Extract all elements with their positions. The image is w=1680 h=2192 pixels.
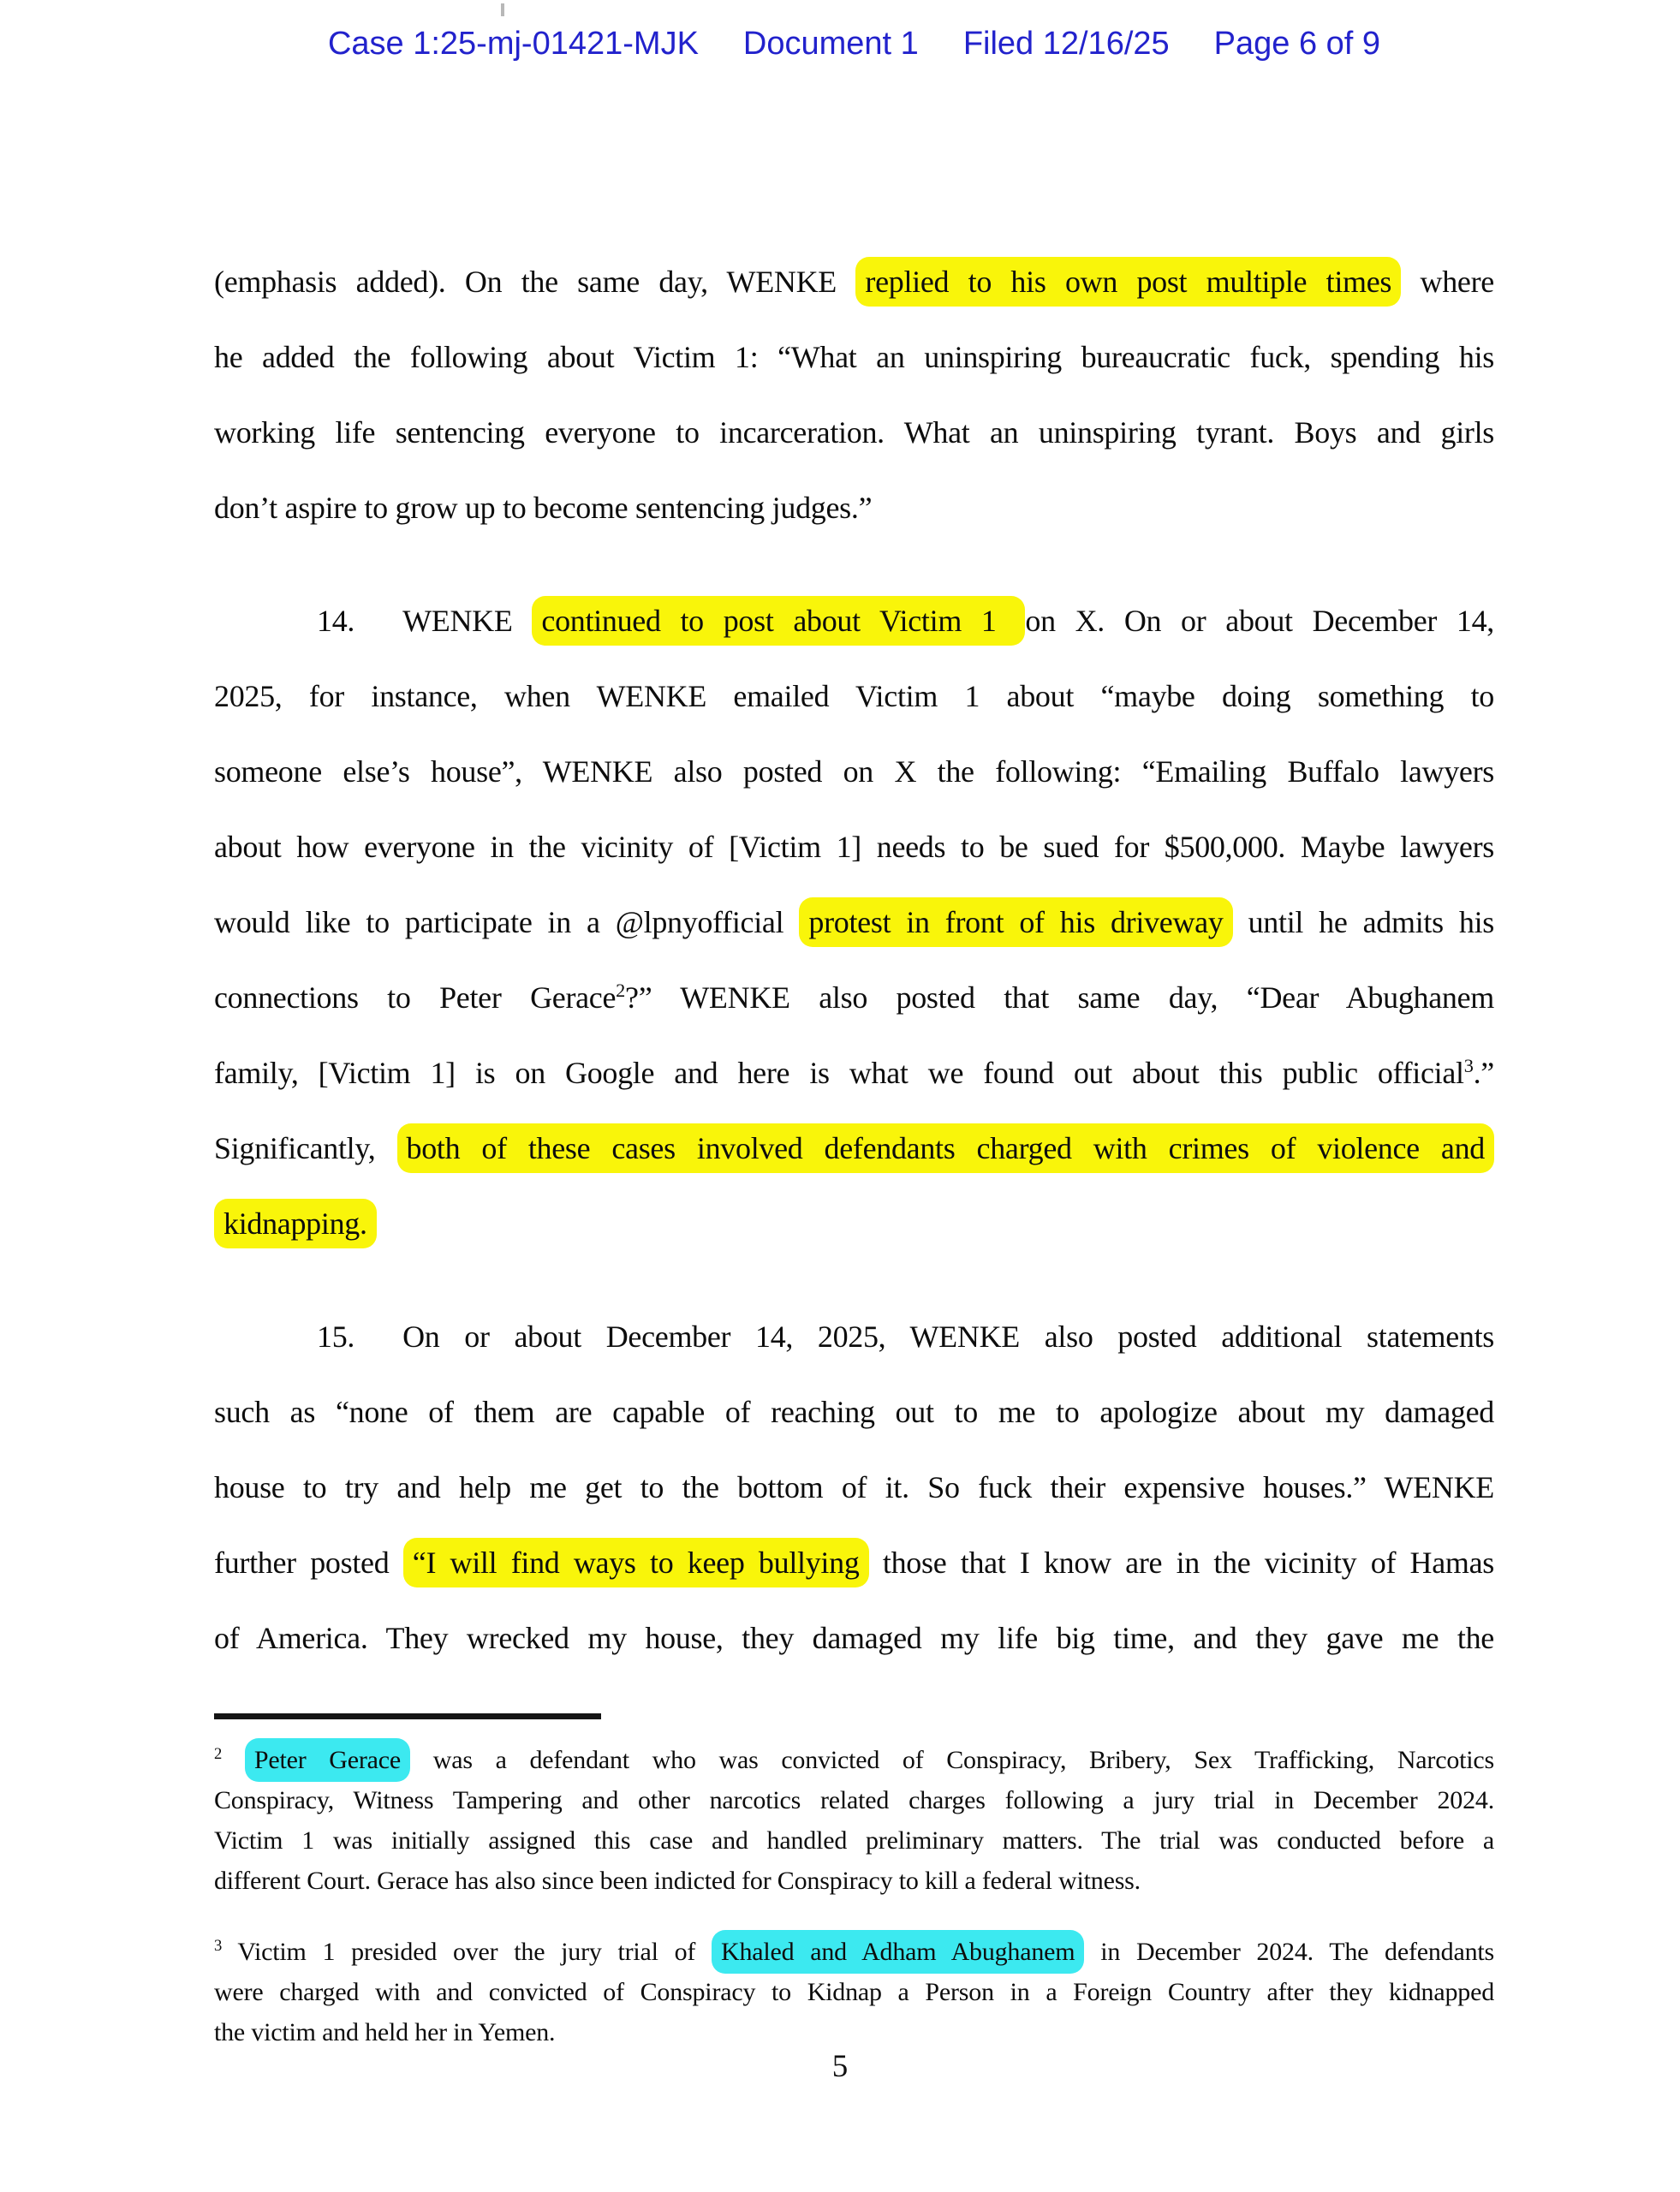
text-run: .” <box>1473 1056 1494 1090</box>
text-run: 2025, for instance, when WENKE emailed Victim 1 about “maybe doing something to <box>214 679 1494 713</box>
text-run: where <box>1401 265 1494 299</box>
highlight-yellow: “I will find ways to keep bullying <box>403 1538 869 1587</box>
text-run: in December 2024. The defendants <box>1084 1938 1494 1966</box>
text-line <box>214 1035 1494 1111</box>
scan-artifact-mark <box>501 3 504 16</box>
text-line <box>214 1525 1494 1600</box>
text-line <box>214 244 1494 319</box>
text-line <box>214 960 1494 1035</box>
text-line <box>214 658 1494 734</box>
text-run: ?” WENKE also posted that same day, “Dear Abughanem <box>625 980 1494 1015</box>
text-line <box>214 1111 1494 1186</box>
text-run: someone else’s house”, WENKE also posted on X the following: “Emailing Buffalo lawyers <box>214 754 1494 789</box>
text-run: Victim 1 presided over the jury trial of <box>222 1938 712 1966</box>
text-run: working life sentencing everyone to incarceration. What an uninspiring tyrant. Boys and girls <box>214 415 1494 450</box>
text-line <box>214 583 1494 658</box>
text-run: were charged with and convicted of Conspiracy to Kidnap a Person in a Foreign Country after they kidnapped <box>214 1978 1494 2006</box>
footnote-marker: 3 <box>1463 1055 1474 1076</box>
para-15 <box>214 1299 1494 1676</box>
text-run: don’t aspire to grow up to become sentencing judges.” <box>214 491 873 525</box>
para-14 <box>214 583 1494 1261</box>
text-line <box>214 1780 1494 1820</box>
header-segment: Page 6 of 9 <box>1213 26 1381 62</box>
page-number: 5 <box>831 2049 849 2084</box>
text-run: house to try and help me get to the bottom of it. So fuck their expensive houses.” WENKE <box>214 1470 1494 1504</box>
footnote-3 <box>214 1932 1494 2052</box>
text-line <box>214 1450 1494 1525</box>
text-run: family, [Victim 1] is on Google and here is what we found out about this public official <box>214 1056 1464 1090</box>
text-line <box>214 1740 1494 1780</box>
footnote-2 <box>214 1740 1494 1901</box>
text-run: On or about December 14, 2025, WENKE also posted additional statements <box>402 1319 1494 1354</box>
footnote-separator-rule <box>214 1713 601 1719</box>
highlight-cyan: Peter Gerace <box>245 1738 410 1782</box>
text-run: Significantly, <box>214 1131 397 1165</box>
text-line <box>214 1932 1494 1972</box>
highlight-yellow: replied to his own post multiple times <box>855 257 1401 307</box>
case-caption-header <box>128 0 1580 63</box>
paragraph-number: 14. <box>317 604 355 638</box>
text-line <box>214 1972 1494 2012</box>
text-line <box>214 319 1494 395</box>
text-line <box>214 1600 1494 1676</box>
text-line <box>214 734 1494 809</box>
highlight-yellow: both of these cases involved defendants charged with crimes of violence and <box>397 1123 1494 1173</box>
text-run: until he admits his <box>1232 905 1494 939</box>
text-run: would like to participate in a @lpnyofficial <box>214 905 800 939</box>
text-run: Victim 1 was initially assigned this case and handled preliminary matters. The trial was conducted before a <box>214 1826 1494 1855</box>
text-line <box>214 1374 1494 1450</box>
highlight-yellow: kidnapping. <box>214 1199 377 1248</box>
footnote-marker: 2 <box>214 1745 223 1763</box>
text-run: those that I know are in the vicinity of Hamas <box>868 1546 1494 1580</box>
text-run: Conspiracy, Witness Tampering and other narcotics related charges following a jury trial in December 2024. <box>214 1786 1494 1814</box>
text-line <box>214 2012 1494 2052</box>
footnote-marker: 2 <box>616 980 626 1001</box>
text-run: further posted <box>214 1546 403 1580</box>
text-run: different Court. Gerace has also since been indicted for Conspiracy to kill a federal witness. <box>214 1867 1141 1895</box>
document-body <box>214 244 1494 1676</box>
text-line <box>214 395 1494 470</box>
text-line <box>214 470 1494 545</box>
text-run: was a defendant who was convicted of Conspiracy, Bribery, Sex Trafficking, Narcotics <box>410 1746 1494 1774</box>
text-run: he added the following about Victim 1: “What an uninspiring bureaucratic fuck, spending his <box>214 340 1494 374</box>
text-run: of America. They wrecked my house, they damaged my life big time, and they gave me the <box>214 1621 1494 1655</box>
text-line <box>214 1820 1494 1861</box>
text-run: on X. On or about December 14, <box>1025 604 1494 638</box>
text-run: the victim and held her in Yemen. <box>214 2018 556 2046</box>
text-run: connections to Peter Gerace <box>214 980 617 1015</box>
text-run: (emphasis added). On the same day, WENKE <box>214 265 856 299</box>
footnote-marker: 3 <box>214 1937 223 1955</box>
header-segment: Filed 12/16/25 <box>962 26 1170 62</box>
header-segment: Case 1:25-mj-01421-MJK <box>327 26 699 62</box>
highlight-yellow: protest in front of his driveway <box>799 897 1232 947</box>
footnotes-section <box>214 1713 1494 2052</box>
para-13-continuation <box>214 244 1494 545</box>
text-line <box>214 1186 1494 1261</box>
text-run <box>222 1746 245 1774</box>
text-run: about how everyone in the vicinity of [Victim 1] needs to be sued for $500,000. Maybe lawyers <box>214 830 1494 864</box>
highlight-cyan: Khaled and Adham Abughanem <box>712 1930 1084 1974</box>
text-line <box>214 1299 1494 1374</box>
highlight-yellow: continued to post about Victim 1 <box>532 596 1025 646</box>
text-run: such as “none of them are capable of reaching out to me to apologize about my damaged <box>214 1395 1494 1429</box>
text-line <box>214 809 1494 885</box>
text-line <box>214 885 1494 960</box>
paragraph-number: 15. <box>317 1319 355 1354</box>
footnotes-list <box>214 1740 1494 2052</box>
header-segment: Document 1 <box>742 26 919 62</box>
text-run: WENKE <box>402 604 533 638</box>
text-line <box>214 1861 1494 1901</box>
